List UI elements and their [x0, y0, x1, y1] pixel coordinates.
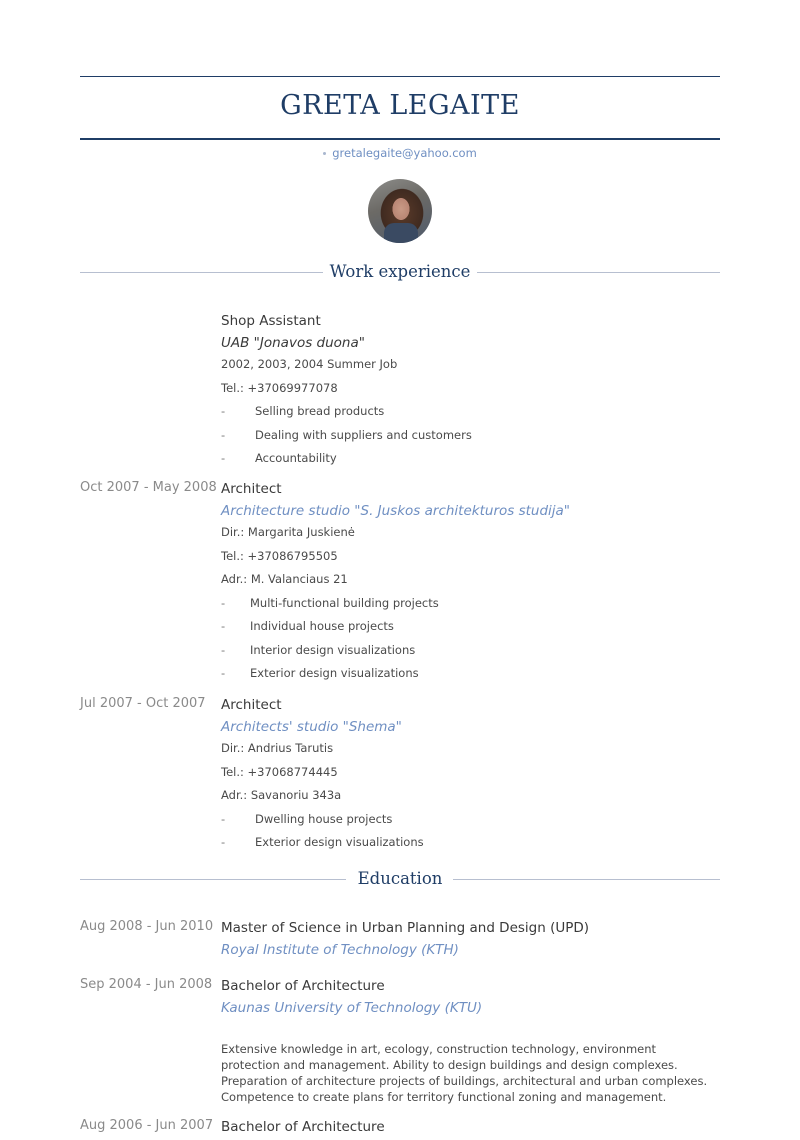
work-date: Jul 2007 - Oct 2007 [80, 696, 206, 711]
duty-item: - Individual house projects [221, 619, 394, 634]
job-address: Adr.: M. Valanciaus 21 [221, 572, 348, 586]
education-header [80, 869, 720, 889]
job-phone: Tel.: +37068774445 [221, 764, 338, 779]
degree: Master of Science in Urban Planning and Design (UPD) [221, 920, 590, 936]
job-title: Shop Assistant [221, 313, 321, 329]
degree: Bachelor of Architecture [221, 978, 385, 994]
employer[interactable]: Architects' studio "Shema" [221, 719, 402, 735]
job-phone: Tel.: +37069977078 [221, 380, 338, 395]
job-detail: 2002, 2003, 2004 Summer Job [221, 357, 398, 371]
duty-item: - Multi-functional building projects [221, 595, 439, 610]
header-top-rule [80, 76, 720, 77]
job-phone: Tel.: +37086795505 [221, 548, 338, 563]
education-title: Education [357, 869, 443, 888]
header-bottom-rule [80, 138, 720, 140]
duty-item: - Interior design visualizations [221, 642, 416, 657]
school[interactable]: Royal Institute of Technology (KTH) [221, 942, 459, 958]
candidate-name: GRETA LEGAITE [280, 90, 520, 121]
employer[interactable]: Architecture studio "S. Juskos architekturos studija" [221, 503, 571, 519]
job-address: Adr.: Savanoriu 343a [221, 788, 342, 802]
job-title: Architect [221, 697, 282, 713]
email-link[interactable]: gretalegaite@yahoo.com [332, 146, 477, 160]
degree: Bachelor of Architecture [221, 1119, 385, 1135]
job-director: Dir.: Margarita Juskienė [221, 525, 355, 539]
duty-item: - Exterior design visualizations [221, 835, 424, 850]
work-experience-header [80, 262, 720, 282]
education-date: Aug 2006 - Jun 2007 [80, 1118, 214, 1133]
job-director: Dir.: Andrius Tarutis [221, 741, 334, 755]
section-rule-right [453, 879, 720, 880]
job-title: Architect [221, 481, 282, 497]
duty-item: - Selling bread products [221, 404, 385, 418]
profile-photo [368, 179, 432, 243]
education-date: Aug 2008 - Jun 2010 [80, 919, 214, 934]
work-date: Oct 2007 - May 2008 [80, 480, 217, 495]
duty-item: - Accountability [221, 451, 337, 466]
school[interactable]: Kaunas University of Technology (KTU) [221, 1000, 483, 1016]
contact-email[interactable] [80, 146, 720, 160]
duty-item: - Dwelling house projects [221, 811, 393, 826]
work-experience-title: Work experience [329, 262, 471, 281]
section-rule-right [477, 272, 720, 273]
duty-item: - Dealing with suppliers and customers [221, 427, 472, 442]
education-description: Extensive knowledge in art, ecology, construction technology, environment protection and management. Ability to design buildings and design complexes. Preparation of architecture projects of buildings, architectural and urban complexes. Competence to create plans for territory functional zoning and management. [221, 1042, 708, 1104]
education-date: Sep 2004 - Jun 2008 [80, 977, 213, 992]
bullet-dot-icon [323, 152, 326, 155]
employer: UAB "Jonavos duona" [221, 335, 365, 351]
duty-item: - Exterior design visualizations [221, 666, 419, 681]
